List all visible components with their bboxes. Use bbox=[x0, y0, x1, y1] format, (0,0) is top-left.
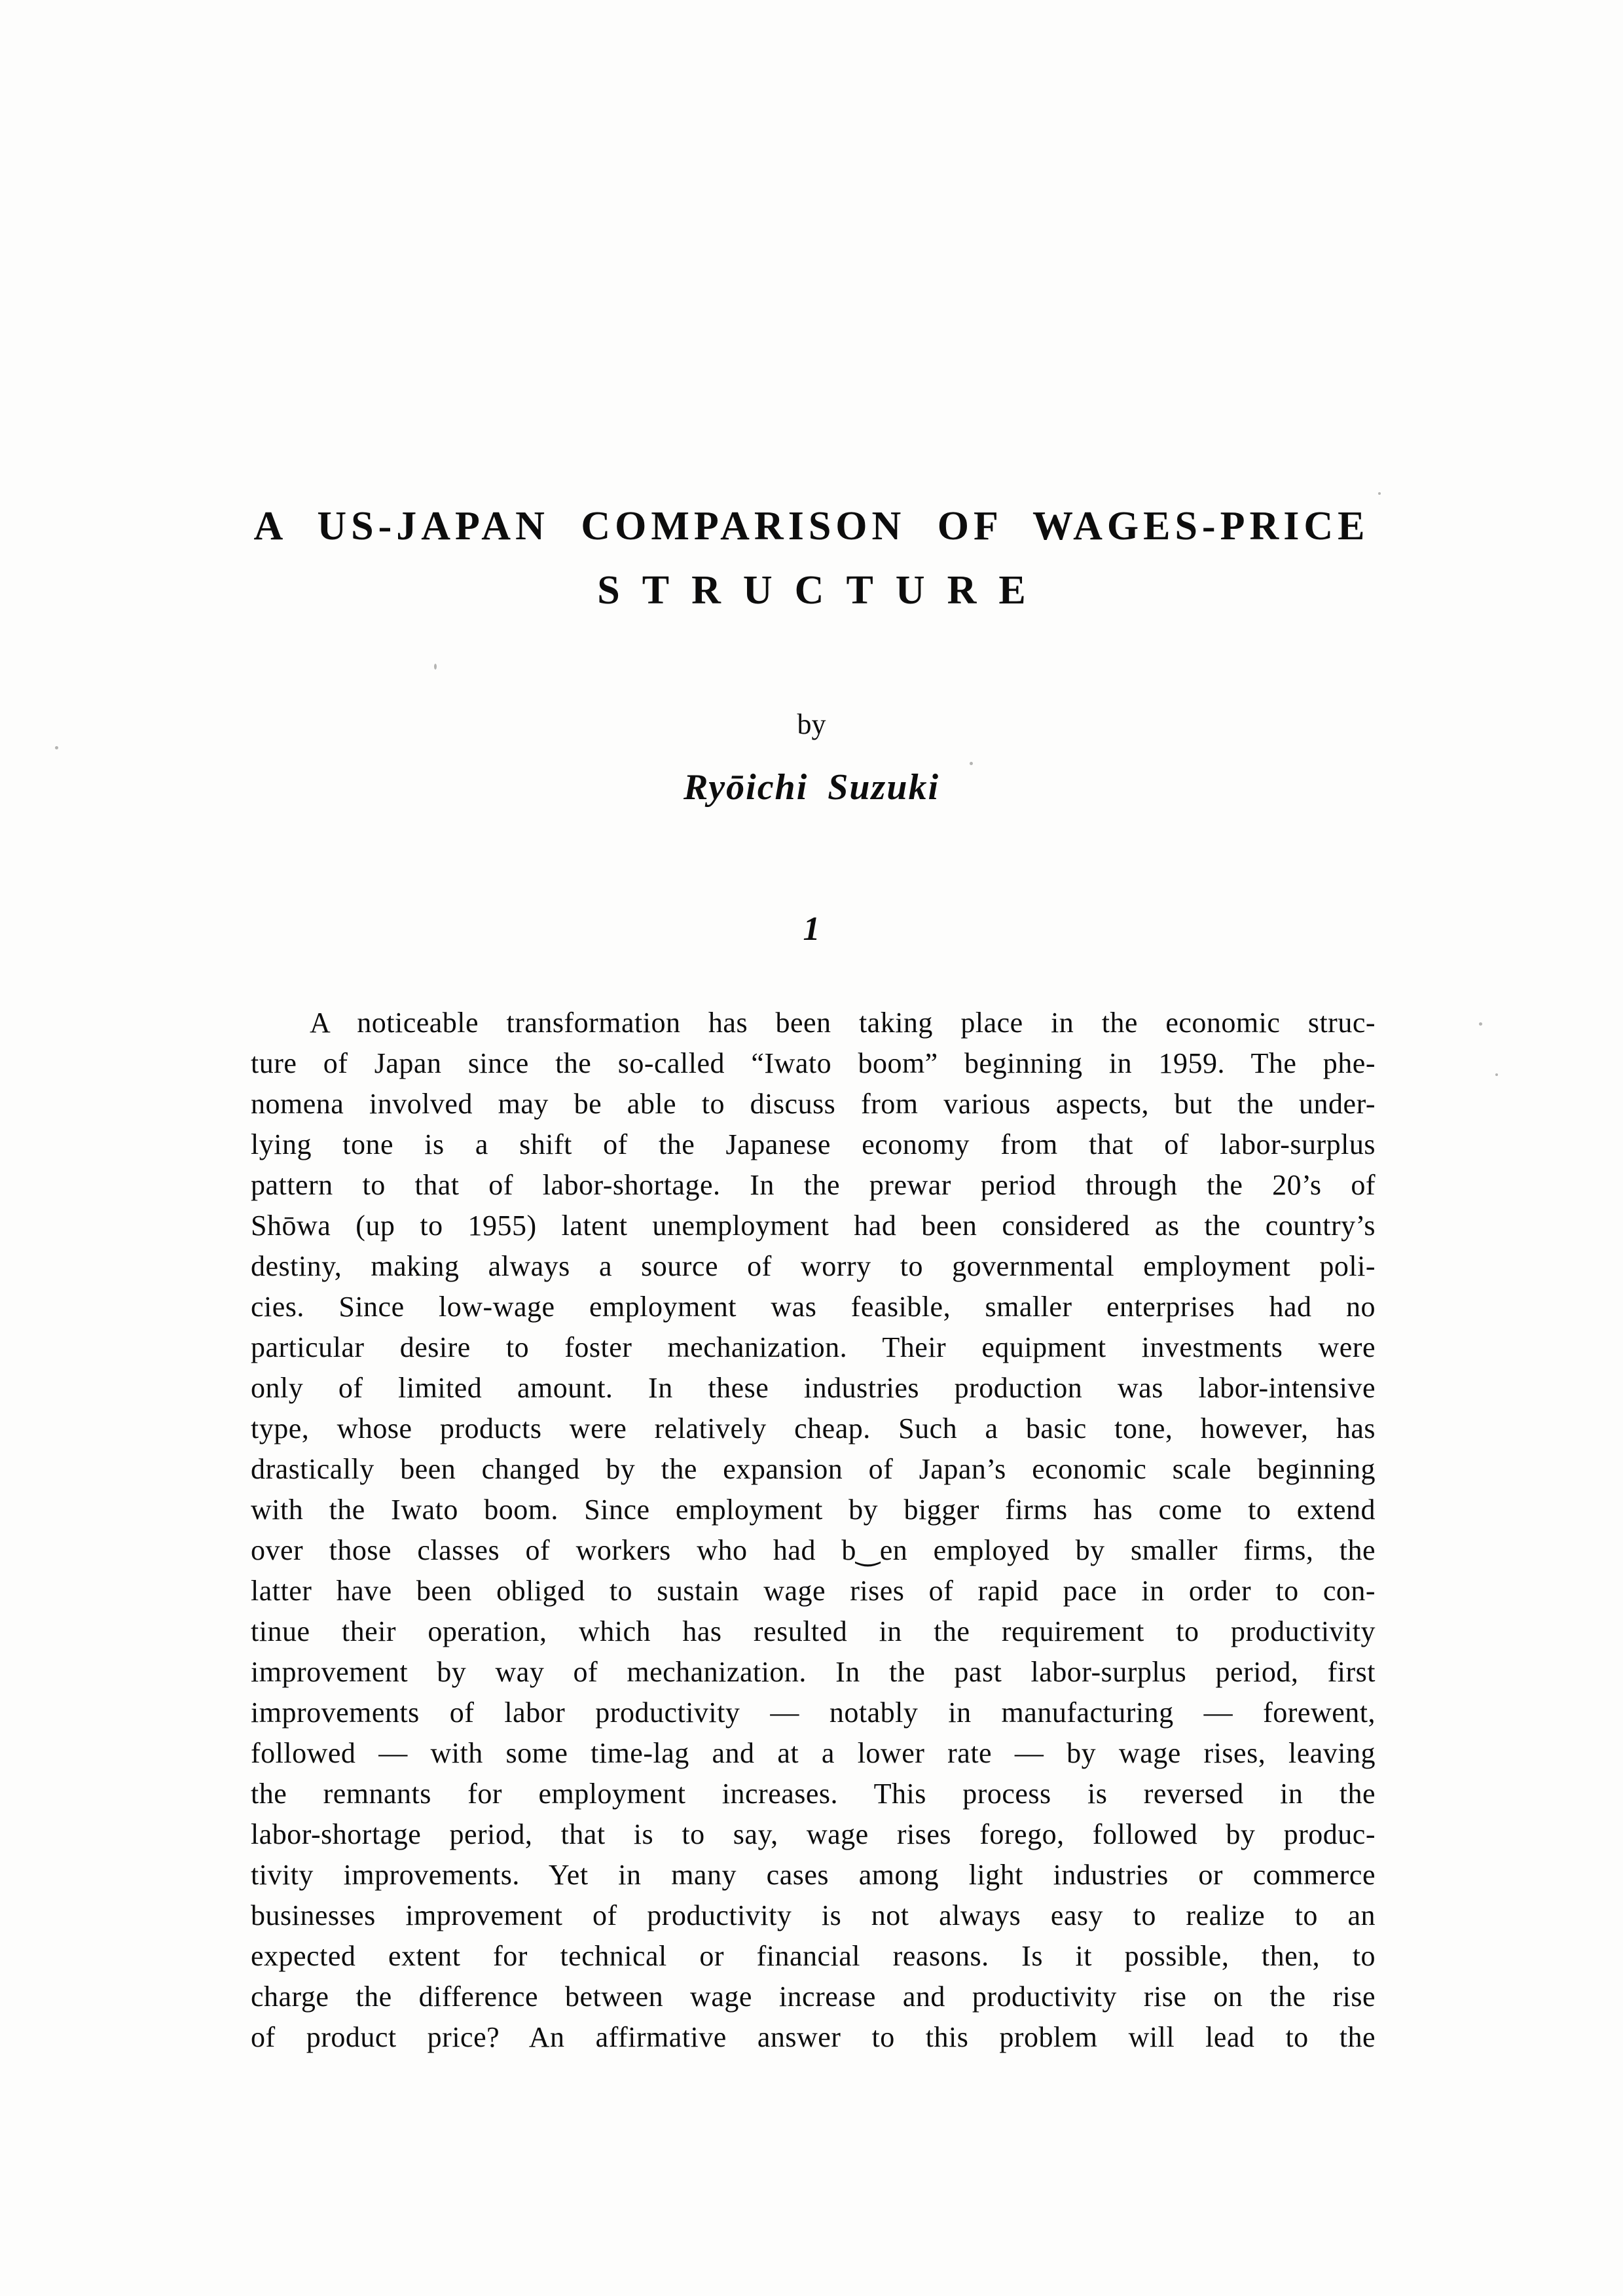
scan-speck bbox=[1479, 1022, 1482, 1026]
paragraph-line: labor-shortage period, that is to say, wage rises forego, followed by produc- bbox=[251, 1818, 1376, 1850]
scan-speck bbox=[970, 762, 973, 765]
paper-title-line-1: A US-JAPAN COMPARISON OF WAGES-PRICE bbox=[253, 504, 1370, 549]
paper-title-line-2: STRUCTURE bbox=[597, 568, 1048, 613]
paragraph-line: tinue their operation, which has resulted in the requirement to productivity bbox=[251, 1615, 1376, 1647]
paragraph-line: businesses improvement of productivity is not always easy to realize to an bbox=[251, 1899, 1376, 1931]
paragraph-line: pattern to that of labor-shortage. In the prewar period through the 20’s of bbox=[251, 1169, 1376, 1201]
paragraph-line: A noticeable transformation has been taking place in the economic struc- bbox=[310, 1007, 1376, 1039]
paragraph-line: particular desire to foster mechanization. Their equipment investments were bbox=[251, 1331, 1376, 1363]
paragraph-line: expected extent for technical or financial reasons. Is it possible, then, to bbox=[251, 1940, 1376, 1972]
paragraph-line: destiny, making always a source of worry to governmental employment poli- bbox=[251, 1250, 1376, 1282]
byline-label: by bbox=[797, 708, 826, 740]
paragraph-line: latter have been obliged to sustain wage rises of rapid pace in order to con- bbox=[251, 1575, 1376, 1607]
scan-speck bbox=[1495, 1073, 1498, 1076]
paragraph-line: followed — with some time-lag and at a lower rate — by wage rises, leaving bbox=[251, 1737, 1376, 1769]
paragraph-line: with the Iwato boom. Since employment by bigger firms has come to extend bbox=[251, 1494, 1376, 1526]
paragraph-line: lying tone is a shift of the Japanese economy from that of labor-surplus bbox=[251, 1128, 1376, 1160]
scan-speck bbox=[1378, 492, 1381, 495]
paragraph-line: type, whose products were relatively cheap. Such a basic tone, however, has bbox=[251, 1412, 1376, 1444]
paragraph-line: drastically been changed by the expansion of Japan’s economic scale beginning bbox=[251, 1453, 1376, 1485]
paragraph-line: improvement by way of mechanization. In the past labor-surplus period, first bbox=[251, 1656, 1376, 1688]
paragraph-line: only of limited amount. In these industries production was labor-intensive bbox=[251, 1372, 1376, 1404]
paragraph-line: improvements of labor productivity — notably in manufacturing — forewent, bbox=[251, 1696, 1376, 1729]
body-paragraph bbox=[251, 1003, 1376, 2058]
paragraph-line: Shōwa (up to 1955) latent unemployment had been considered as the country’s bbox=[251, 1210, 1376, 1242]
paragraph-line: tivity improvements. Yet in many cases among light industries or commerce bbox=[251, 1859, 1376, 1891]
paragraph-line: cies. Since low-wage employment was feasible, smaller enterprises had no bbox=[251, 1291, 1376, 1323]
paragraph-line: nomena involved may be able to discuss from various aspects, but the under- bbox=[251, 1088, 1376, 1120]
paragraph-line: ture of Japan since the so-called “Iwato boom” beginning in 1959. The phe- bbox=[251, 1047, 1376, 1079]
section-number: 1 bbox=[803, 910, 820, 948]
author-name: Ryōichi Suzuki bbox=[683, 767, 940, 808]
scan-speck bbox=[434, 664, 437, 670]
scan-speck bbox=[55, 746, 58, 749]
paragraph-line: charge the difference between wage increase and productivity rise on the rise bbox=[251, 1981, 1376, 2013]
paper-title bbox=[0, 503, 1623, 613]
paragraph-line: the remnants for employment increases. This process is reversed in the bbox=[251, 1778, 1376, 1810]
paragraph-line: of product price? An affirmative answer to this problem will lead to the bbox=[251, 2021, 1376, 2053]
paragraph-line: over those classes of workers who had b‿en employed by smaller firms, the bbox=[251, 1534, 1376, 1566]
